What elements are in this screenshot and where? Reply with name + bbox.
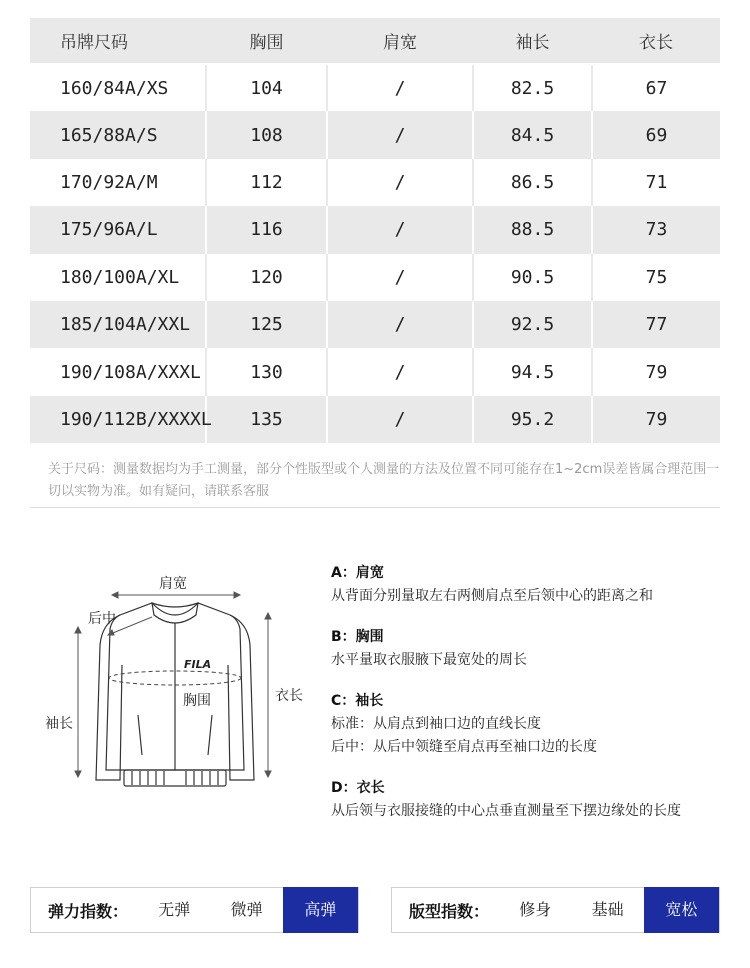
table-row [30, 159, 720, 206]
size-table [30, 18, 720, 443]
label-sleeve: 袖长 [45, 716, 73, 732]
cell-size: 180/100A/XL [30, 254, 206, 301]
cell-sleeve: 84.5 [473, 111, 592, 158]
cell-shoulder: / [327, 254, 473, 301]
cell-size: 165/88A/S [30, 111, 206, 158]
header-chest: 胸围 [206, 18, 327, 64]
cell-chest: 104 [206, 64, 327, 111]
cell-length: 71 [592, 159, 720, 206]
definition-title: A：肩宽 [331, 565, 384, 581]
cell-shoulder: / [327, 206, 473, 253]
jacket-collar [152, 603, 198, 623]
elasticity-label: 弹力指数： [48, 901, 129, 921]
cell-chest: 120 [206, 254, 327, 301]
right-pocket [208, 715, 212, 755]
definition-shoulder [331, 562, 731, 608]
fit-option-loose: 宽松 [644, 887, 719, 933]
cell-size: 190/112B/XXXXL [30, 396, 206, 443]
label-length: 衣长 [275, 688, 303, 704]
definition-title: D：衣长 [331, 780, 385, 796]
table-header-row [30, 18, 720, 64]
definition-title: B：胸围 [331, 629, 384, 645]
cell-length: 75 [592, 254, 720, 301]
header-length: 衣长 [592, 18, 720, 64]
fit-label: 版型指数： [409, 901, 490, 921]
cell-shoulder: / [327, 111, 473, 158]
cell-shoulder: / [327, 64, 473, 111]
table-row [30, 206, 720, 253]
cell-size: 190/108A/XXXL [30, 348, 206, 395]
jacket-illustration [40, 565, 310, 805]
definition-title: C：袖长 [331, 693, 384, 709]
left-sleeve [96, 615, 122, 780]
label-chest: 胸围 [183, 693, 211, 709]
cell-chest: 135 [206, 396, 327, 443]
definition-sleeve [331, 690, 731, 759]
table-row [30, 348, 720, 395]
cell-shoulder: / [327, 348, 473, 395]
table-row [30, 254, 720, 301]
table-row [30, 396, 720, 443]
definition-length [331, 777, 731, 823]
cell-sleeve: 90.5 [473, 254, 592, 301]
elasticity-option-slight: 微弹 [230, 900, 263, 919]
right-sleeve [228, 615, 254, 780]
definition-chest [331, 626, 731, 672]
definition-text: 标准：从肩点到袖口边的直线长度 [331, 716, 541, 732]
cell-chest: 125 [206, 301, 327, 348]
measurement-note: 关于尺码：测量数据均为手工测量，部分个性版型或个人测量的方法及位置不同可能存在1~2cm误差皆属合理范围一切以实物为准。如有疑问，请联系客服 [48, 462, 720, 499]
label-back-center: 后中 [88, 611, 116, 627]
elasticity-index [30, 887, 359, 933]
cell-chest: 112 [206, 159, 327, 206]
cell-sleeve: 92.5 [473, 301, 592, 348]
definition-text: 从背面分别量取左右两侧肩点至后领中心的距离之和 [331, 588, 653, 604]
cell-chest: 116 [206, 206, 327, 253]
cell-sleeve: 94.5 [473, 348, 592, 395]
definition-text: 水平量取衣服腋下最宽处的周长 [331, 652, 527, 668]
cell-length: 77 [592, 301, 720, 348]
definition-text: 后中：从后中领缝至肩点再至袖口边的长度 [331, 739, 597, 755]
cell-size: 175/96A/L [30, 206, 206, 253]
fit-option-regular: 基础 [591, 900, 624, 919]
cell-shoulder: / [327, 159, 473, 206]
fila-logo: FILA [184, 658, 212, 671]
cell-length: 69 [592, 111, 720, 158]
elasticity-option-high: 高弹 [283, 887, 358, 933]
header-sleeve: 袖长 [473, 18, 592, 64]
jacket-diagram [40, 565, 310, 805]
cell-sleeve: 88.5 [473, 206, 592, 253]
cell-length: 73 [592, 206, 720, 253]
divider [30, 507, 720, 508]
fit-index [391, 887, 720, 933]
jacket-hem [124, 770, 226, 786]
cell-chest: 130 [206, 348, 327, 395]
header-tag-size: 吊牌尺码 [30, 18, 206, 64]
cell-length: 67 [592, 64, 720, 111]
cell-size: 160/84A/XS [30, 64, 206, 111]
measurement-definitions [331, 562, 731, 841]
elasticity-option-none: 无弹 [158, 900, 191, 919]
table-row [30, 111, 720, 158]
cell-sleeve: 82.5 [473, 64, 592, 111]
cell-size: 185/104A/XXL [30, 301, 206, 348]
definition-text: 从后领与衣服接缝的中心点垂直测量至下摆边缘处的长度 [331, 803, 681, 819]
cell-sleeve: 95.2 [473, 396, 592, 443]
cell-size: 170/92A/M [30, 159, 206, 206]
table-row [30, 64, 720, 111]
table-row [30, 301, 720, 348]
left-pocket [138, 715, 142, 755]
cell-length: 79 [592, 348, 720, 395]
cell-length: 79 [592, 396, 720, 443]
label-shoulder: 肩宽 [159, 576, 187, 592]
cell-chest: 108 [206, 111, 327, 158]
cell-shoulder: / [327, 301, 473, 348]
cell-sleeve: 86.5 [473, 159, 592, 206]
cell-shoulder: / [327, 396, 473, 443]
header-shoulder: 肩宽 [327, 18, 473, 64]
fit-option-slim: 修身 [519, 900, 552, 919]
